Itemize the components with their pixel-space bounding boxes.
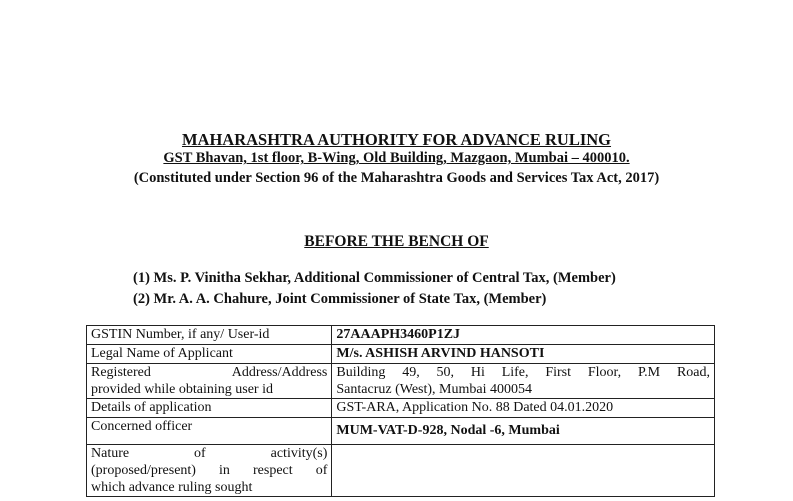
address-label-line-2: provided while obtaining user id <box>91 382 273 397</box>
concerned-officer-value: MUM-VAT-D-928, Nodal -6, Mumbai <box>332 418 715 445</box>
legal-name-value: M/s. ASHISH ARVIND HANSOTI <box>332 345 715 364</box>
application-details-value: GST-ARA, Application No. 88 Dated 04.01.2020 <box>332 399 715 418</box>
applicant-details-table <box>86 325 715 497</box>
table-row <box>87 445 715 497</box>
nature-of-activity-label <box>87 445 332 497</box>
nature-label-line-3: which advance ruling sought <box>91 480 253 495</box>
nature-label-line-2: (proposed/present) in respect of <box>91 463 328 478</box>
legal-name-label: Legal Name of Applicant <box>87 345 332 364</box>
address-value <box>332 364 715 399</box>
address-label <box>87 364 332 399</box>
table-row <box>87 326 715 345</box>
bench-member-1: (1) Ms. P. Vinitha Sekhar, Additional Commissioner of Central Tax, (Member) <box>133 270 616 286</box>
bench-heading: BEFORE THE BENCH OF <box>304 233 489 250</box>
gstin-label: GSTIN Number, if any/ User-id <box>87 326 332 345</box>
constitution-note: (Constituted under Section 96 of the Maharashtra Goods and Services Tax Act, 2017) <box>133 170 660 186</box>
authority-address: GST Bhavan, 1st floor, B-Wing, Old Building, Mazgaon, Mumbai – 400010. <box>163 150 630 166</box>
table-row <box>87 399 715 418</box>
address-label-line-1: Registered Address/Address <box>91 365 328 380</box>
table-row <box>87 345 715 364</box>
concerned-officer-label: Concerned officer <box>87 418 332 445</box>
table-row <box>87 418 715 445</box>
bench-member-2: (2) Mr. A. A. Chahure, Joint Commissioner of State Tax, (Member) <box>133 291 547 307</box>
address-value-line-1: Building 49, 50, Hi Life, First Floor, P.M Road, <box>336 365 710 380</box>
authority-title: MAHARASHTRA AUTHORITY FOR ADVANCE RULING <box>181 130 612 149</box>
application-details-label: Details of application <box>87 399 332 418</box>
gstin-value: 27AAAPH3460P1ZJ <box>332 326 715 345</box>
address-value-line-2: Santacruz (West), Mumbai 400054 <box>336 382 532 397</box>
nature-of-activity-value <box>332 445 715 497</box>
table-row <box>87 364 715 399</box>
nature-label-line-1: Nature of activity(s) <box>91 446 328 461</box>
